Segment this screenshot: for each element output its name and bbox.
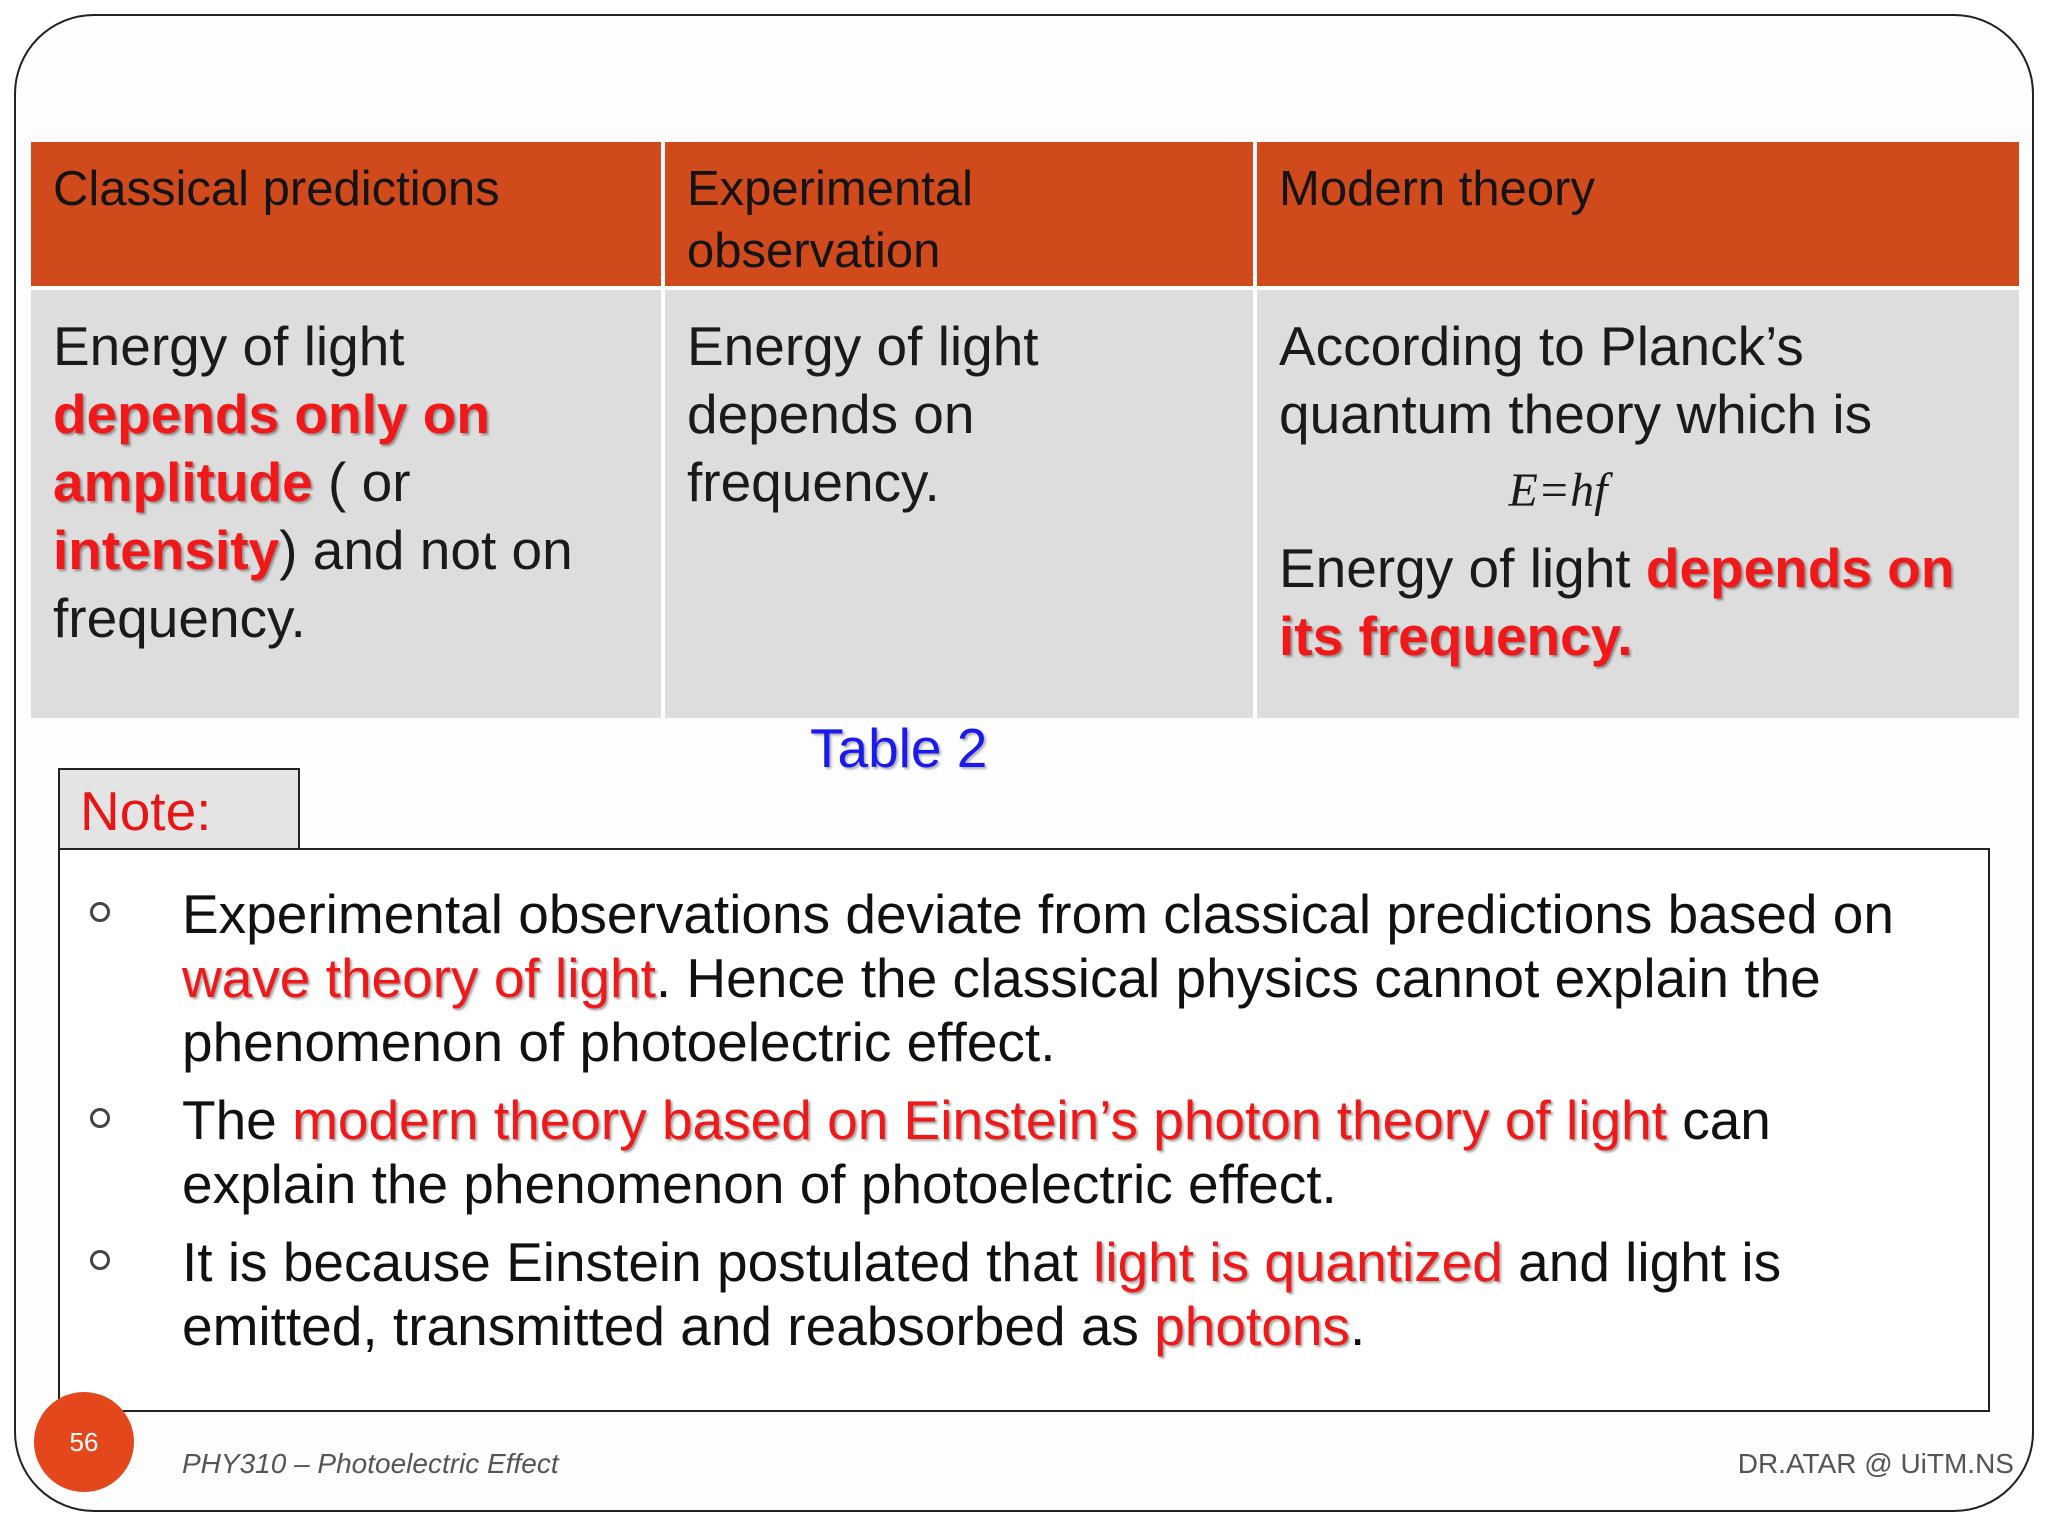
list-item bbox=[60, 1088, 1958, 1216]
formula-e-hf: E=hf bbox=[1508, 464, 1608, 517]
note-2-highlight: modern theory based on Einstein’s photon theory of light bbox=[292, 1089, 1667, 1151]
footer-author: DR.ATAR @ UiTM.NS bbox=[1737, 1448, 2014, 1479]
note-list bbox=[60, 850, 1988, 1358]
comparison-table bbox=[31, 142, 2019, 718]
modern-text-1: According to Planck’s quantum theory which is bbox=[1279, 315, 1873, 445]
modern-text-2: Energy of light bbox=[1279, 537, 1646, 599]
note-3-text-1: It is because Einstein postulated that bbox=[182, 1231, 1094, 1293]
note-1-highlight: wave theory of light bbox=[182, 947, 656, 1009]
footer-course: PHY310 – Photoelectric Effect bbox=[182, 1448, 559, 1479]
table-row bbox=[31, 288, 2019, 718]
note-3-text-2: and light is emitted, transmitted and reabsorbed as bbox=[182, 1231, 1782, 1357]
note-label: Note: bbox=[58, 768, 300, 850]
page-number-badge: 56 bbox=[34, 1392, 134, 1492]
note-3-highlight-1: light is quantized bbox=[1093, 1231, 1503, 1293]
classical-text-1: Energy of light bbox=[53, 315, 405, 377]
table-header-row bbox=[31, 142, 2019, 288]
header-modern-theory: Modern theory bbox=[1255, 142, 2019, 288]
circle-bullet-icon bbox=[90, 1108, 110, 1128]
note-1-text-2: . Hence the classical physics cannot explain the phenomenon of photoelectric effect. bbox=[182, 947, 1821, 1073]
classical-text-3: ) and not on frequency. bbox=[53, 519, 573, 649]
note-2-text-1: The bbox=[182, 1089, 293, 1151]
header-classical-predictions: Classical predictions bbox=[31, 142, 663, 288]
cell-classical bbox=[31, 288, 663, 718]
modern-highlight-frequency: depends on its frequency. bbox=[1279, 537, 1955, 667]
note-1-text-1: Experimental observations deviate from classical predictions based on bbox=[182, 883, 1894, 945]
list-item bbox=[60, 1230, 1958, 1358]
header-experimental-observation: Experimental observation bbox=[663, 142, 1255, 288]
note-2-text-2: can explain the phenomenon of photoelectric effect. bbox=[182, 1089, 1771, 1215]
circle-bullet-icon bbox=[90, 1250, 110, 1270]
note-3-highlight-2: photons bbox=[1154, 1295, 1350, 1357]
table-caption: Table 2 bbox=[810, 717, 988, 779]
classical-highlight-amplitude: depends only on amplitude bbox=[53, 383, 490, 513]
note-3-text-3: . bbox=[1349, 1295, 1366, 1357]
note-box bbox=[58, 848, 1990, 1412]
circle-bullet-icon bbox=[90, 902, 110, 922]
list-item bbox=[60, 882, 1958, 1074]
cell-experimental: Energy of light depends on frequency. bbox=[663, 288, 1255, 718]
classical-highlight-intensity: intensity bbox=[53, 519, 280, 581]
cell-modern bbox=[1255, 288, 2019, 718]
classical-text-2: ( or bbox=[312, 451, 411, 513]
